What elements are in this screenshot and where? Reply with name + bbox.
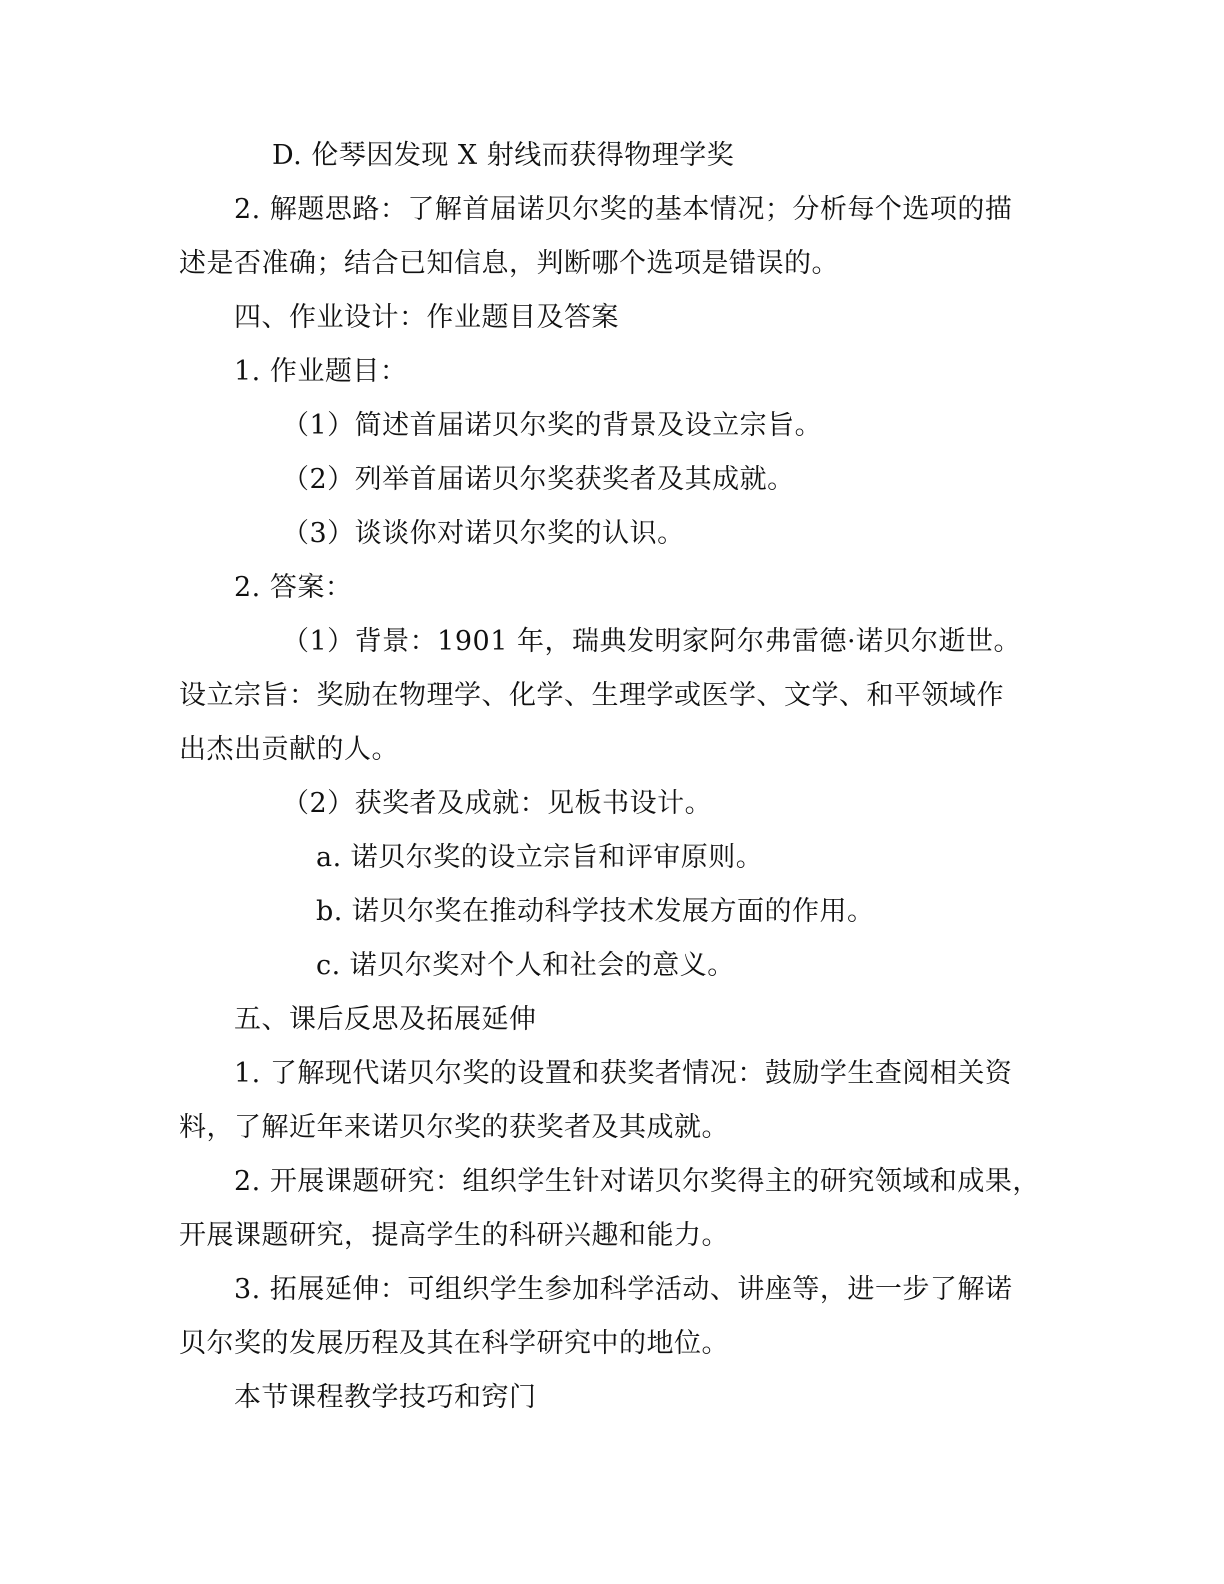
homework-question-2: （2）列举首届诺贝尔奖获奖者及其成就。 — [282, 464, 795, 495]
reflection-item-2-line-1: 2. 开展课题研究：组织学生针对诺贝尔奖得主的研究领域和成果， — [234, 1166, 1040, 1197]
answer-2-item-b: b. 诺贝尔奖在推动科学技术发展方面的作用。 — [316, 896, 875, 927]
homework-question-1: （1）简述首届诺贝尔奖的背景及设立宗旨。 — [282, 410, 823, 441]
reflection-item-1-line-1: 1. 了解现代诺贝尔奖的设置和获奖者情况：鼓励学生查阅相关资 — [234, 1058, 1013, 1089]
homework-questions-heading: 1. 作业题目： — [234, 356, 408, 387]
answers-heading: 2. 答案： — [234, 572, 353, 603]
homework-question-3: （3）谈谈你对诺贝尔奖的认识。 — [282, 518, 685, 549]
solution-approach-line-1: 2. 解题思路：了解首届诺贝尔奖的基本情况；分析每个选项的描 — [234, 194, 1013, 225]
solution-approach-line-2: 述是否准确；结合已知信息，判断哪个选项是错误的。 — [179, 248, 839, 279]
section-heading-homework: 四、作业设计：作业题目及答案 — [234, 302, 619, 333]
reflection-item-1-line-2: 料，了解近年来诺贝尔奖的获奖者及其成就。 — [179, 1112, 729, 1143]
answer-1-line-3: 出杰出贡献的人。 — [179, 734, 399, 765]
section-heading-reflection: 五、课后反思及拓展延伸 — [234, 1004, 537, 1035]
answer-1-line-1: （1）背景：1901 年，瑞典发明家阿尔弗雷德·诺贝尔逝世。 — [282, 626, 1022, 657]
answer-2: （2）获奖者及成就：见板书设计。 — [282, 788, 713, 819]
answer-2-item-c: c. 诺贝尔奖对个人和社会的意义。 — [316, 950, 735, 981]
reflection-item-2-line-2: 开展课题研究，提高学生的科研兴趣和能力。 — [179, 1220, 729, 1251]
answer-2-item-a: a. 诺贝尔奖的设立宗旨和评审原则。 — [316, 842, 764, 873]
option-d: D. 伦琴因发现 X 射线而获得物理学奖 — [272, 140, 735, 171]
section-heading-teaching-tips: 本节课程教学技巧和窍门 — [234, 1382, 537, 1413]
reflection-item-3-line-1: 3. 拓展延伸：可组织学生参加科学活动、讲座等，进一步了解诺 — [234, 1274, 1013, 1305]
answer-1-line-2: 设立宗旨：奖励在物理学、化学、生理学或医学、文学、和平领域作 — [179, 680, 1004, 711]
reflection-item-3-line-2: 贝尔奖的发展历程及其在科学研究中的地位。 — [179, 1328, 729, 1359]
